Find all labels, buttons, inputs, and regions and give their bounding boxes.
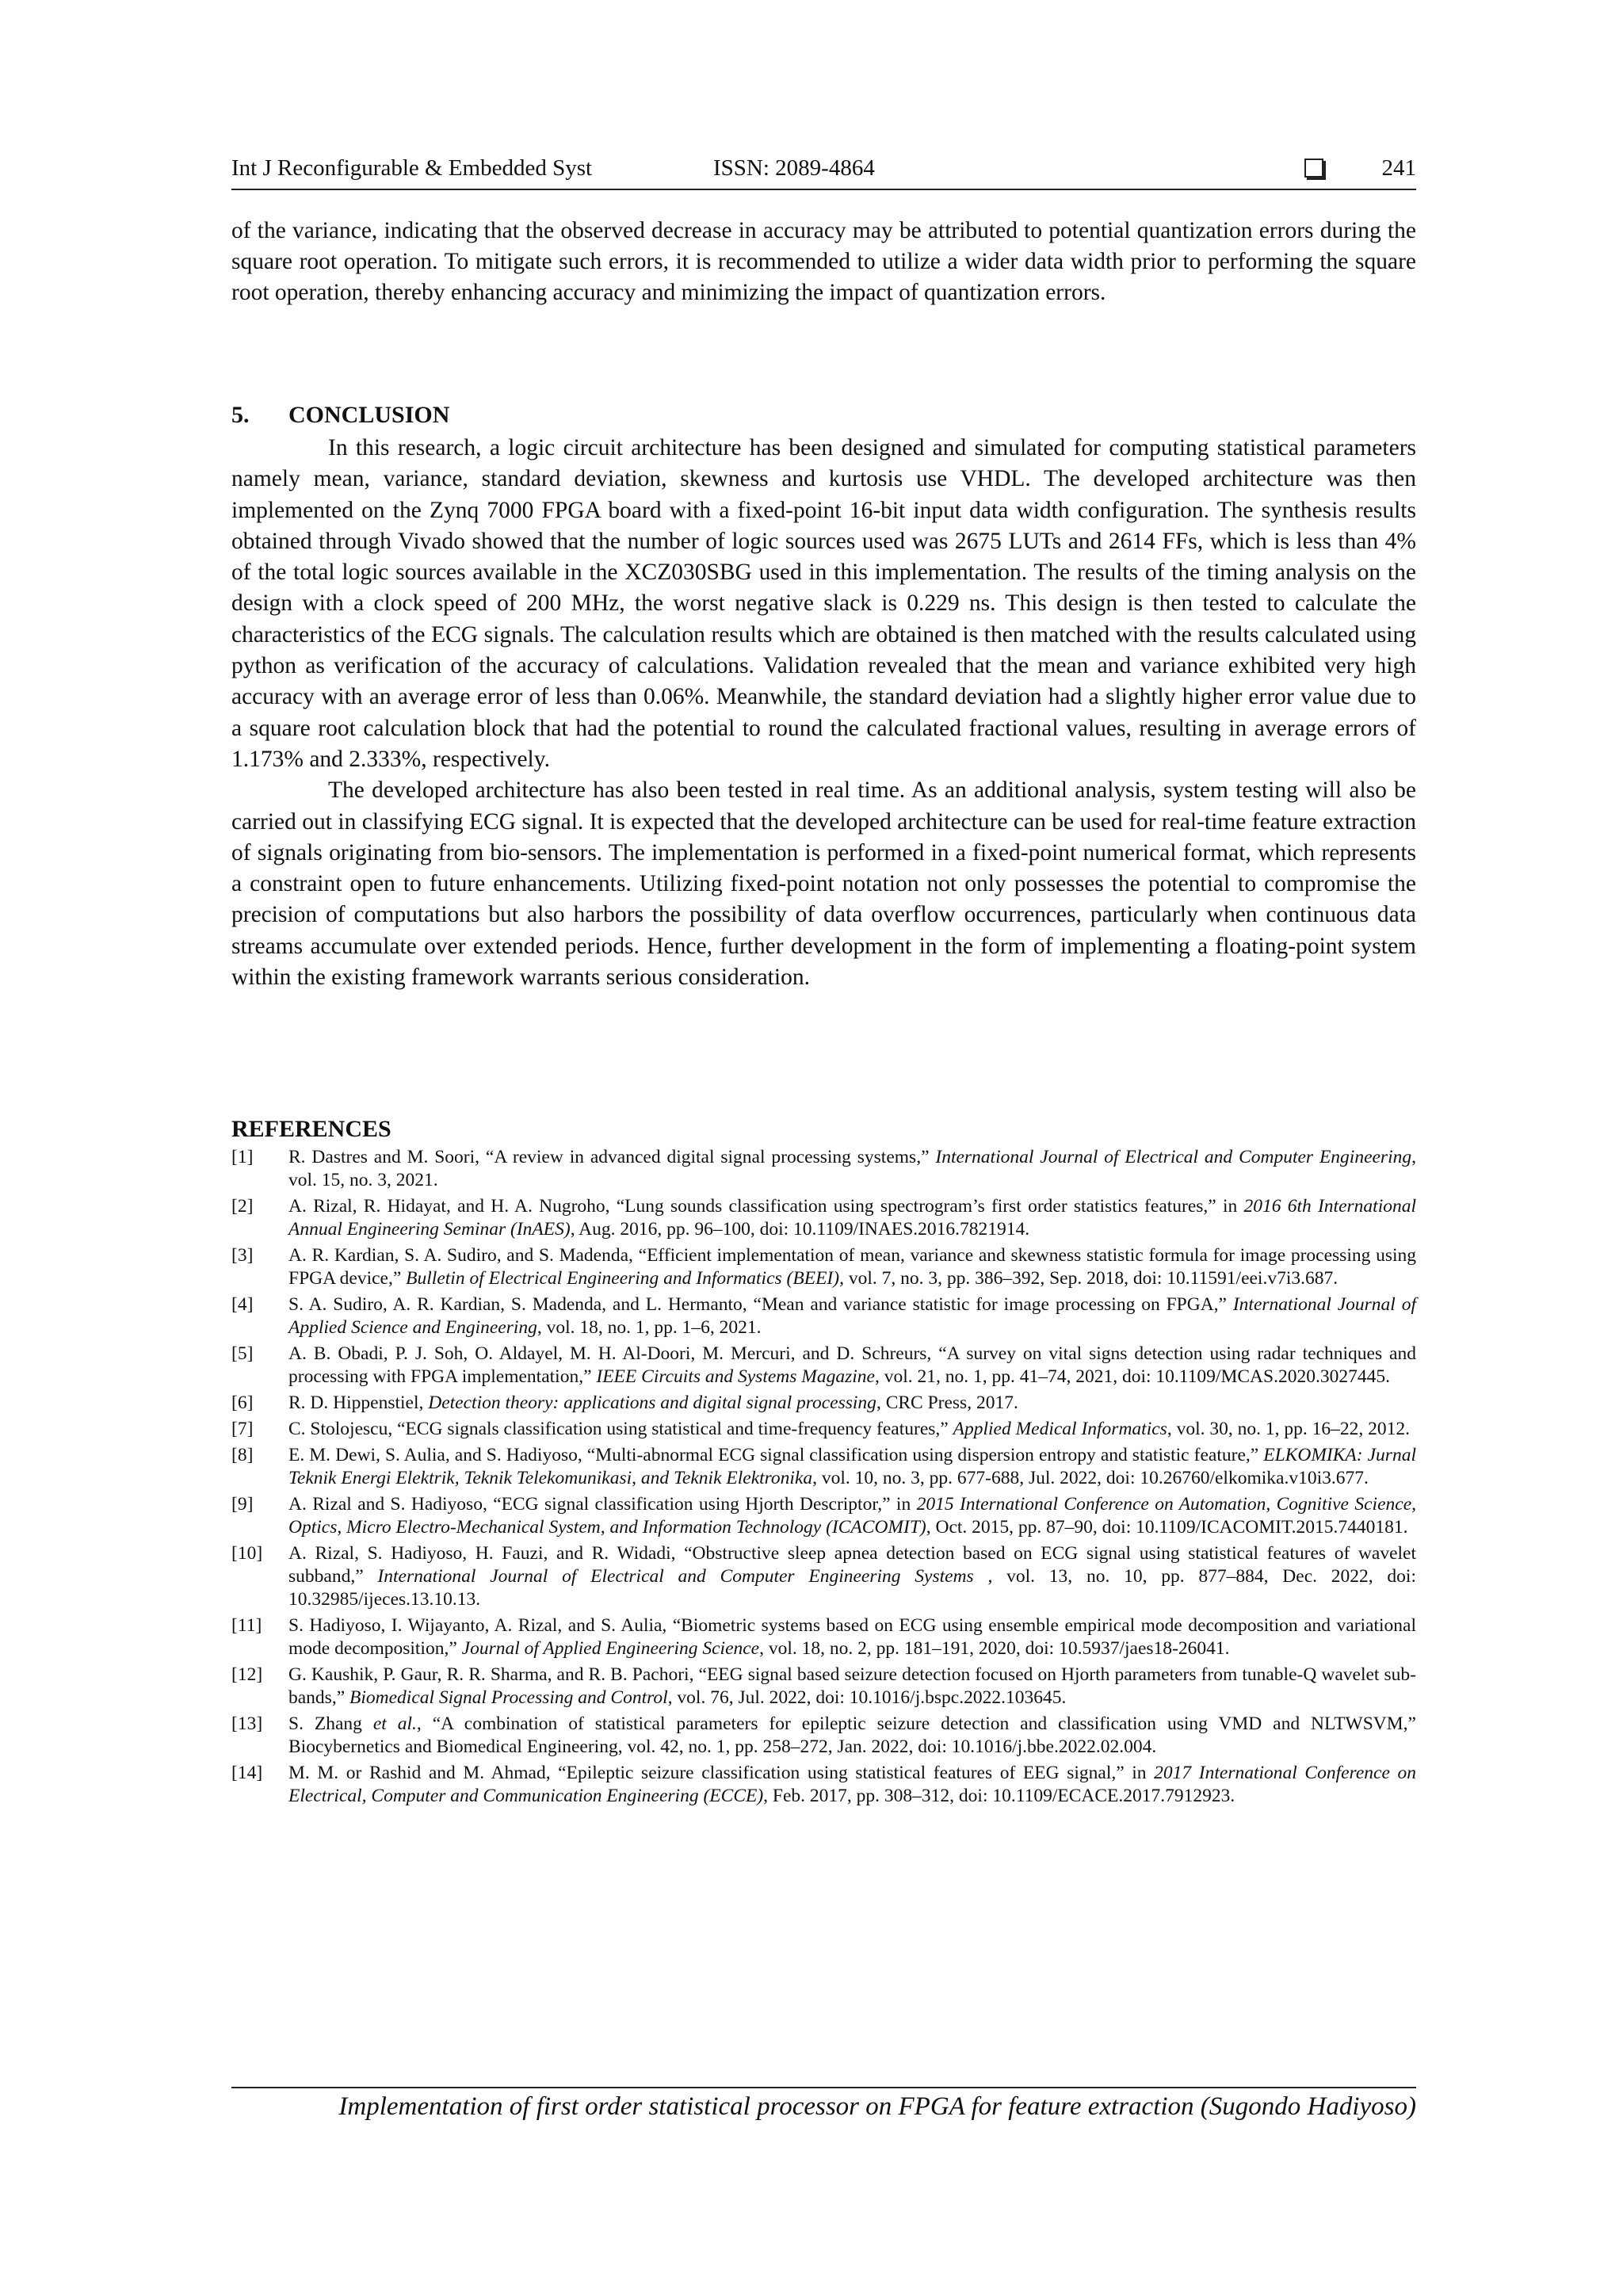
reference-number: [11] [231,1615,262,1636]
reference-item [231,1614,1416,1660]
reference-details: , vol. 15, no. 3, 2021. [288,1147,1416,1190]
reference-text [288,1244,1416,1290]
reference-number: [3] [231,1245,254,1266]
reference-details: , vol. 21, no. 1, pp. 41–74, 2021, doi: 10.1109/MCAS.2020.3027445. [874,1366,1390,1387]
reference-authors-title: R. D. Hippenstiel, [288,1392,429,1413]
reference-number: [14] [231,1763,263,1783]
reference-details: , “A combination of statistical parameters for epileptic seizure detection and classification using VMD and NLTWSVM,” Biocybernetics and Biomedical Engineering, vol. 42, no. 1, pp. 258–272, Jan. 2022, doi: 10.1016/j.bbe.2022.02.004. [288,1713,1416,1757]
reference-number: [5] [231,1343,254,1364]
reference-authors-title: S. A. Sudiro, A. R. Kardian, S. Madenda, and L. Hermanto, “Mean and variance statistic for image processing on FPGA,” [288,1294,1233,1315]
continued-paragraph [231,216,1416,308]
reference-text [288,1195,1416,1241]
reference-venue: 2017 International Conference on Electrical, Computer and Communication Engineering (ECCE) [288,1763,1416,1806]
reference-list [231,1146,1416,1811]
issn: ISSN: 2089-4864 [713,155,875,181]
reference-authors-title: A. Rizal, R. Hidayat, and H. A. Nugroho, “Lung sounds classification using spectrogram’s first order statistics features,” in [288,1196,1244,1217]
reference-venue: Biomedical Signal Processing and Control [349,1687,668,1708]
reference-venue: Journal of Applied Engineering Science [461,1638,760,1659]
conclusion-body [231,433,1416,993]
reference-text [288,1293,1416,1339]
reference-text [288,1664,1416,1710]
reference-authors-title: S. Hadiyoso, I. Wijayanto, A. Rizal, and S. Aulia, “Biometric systems based on ECG using ensemble empirical mode decomposition and variational mode decomposition,” [288,1615,1416,1659]
reference-text [288,1493,1416,1539]
reference-venue: Detection theory: applications and digital signal processing [428,1392,876,1413]
reference-text [288,1418,1416,1441]
journal-name: Int J Reconfigurable & Embedded Syst [231,155,593,181]
reference-venue: International Journal of Electrical and Computer Engineering Systems [377,1566,974,1587]
reference-authors-title: C. Stolojescu, “ECG signals classification using statistical and time-frequency features,” [288,1419,953,1439]
reference-authors-title: A. B. Obadi, P. J. Soh, O. Aldayel, M. H. Al-Doori, M. Mercuri, and D. Schreurs, “A survey on vital signs detection using radar techniques and processing with FPGA implementation,” [288,1343,1416,1387]
section-title: CONCLUSION [288,402,450,428]
reference-item [231,1343,1416,1389]
page-number: 241 [1381,155,1416,181]
reference-details: , Aug. 2016, pp. 96–100, doi: 10.1109/INAES.2016.7821914. [570,1219,1030,1240]
reference-number: [4] [231,1294,254,1315]
reference-text [288,1343,1416,1389]
section-heading [231,402,1416,429]
running-footer: Implementation of first order statistical processor on FPGA for feature extraction (Sugondo Hadiyoso) [338,2092,1416,2121]
reference-details: , vol. 13, no. 10, pp. 877–884, Dec. 2022, doi: 10.32985/ijeces.13.10.13. [288,1566,1416,1610]
reference-authors-title: M. M. or Rashid and M. Ahmad, “Epileptic seizure classification using statistical features of EEG signal,” in [288,1763,1155,1783]
reference-text [288,1444,1416,1490]
reference-venue: 2016 6th International Annual Engineering Seminar (InAES) [288,1196,1416,1240]
reference-number: [12] [231,1664,263,1685]
reference-authors-title: R. Dastres and M. Soori, “A review in advanced digital signal processing systems,” [288,1147,936,1167]
references-heading: REFERENCES [231,1116,391,1142]
paragraph: of the variance, indicating that the observed decrease in accuracy may be attributed to potential quantization errors during the square root operation. To mitigate such errors, it is recommended to utilize a wider data width prior to performing the square root operation, thereby enhancing accuracy and minimizing the impact of quantization errors. [231,218,1416,305]
reference-item [231,1493,1416,1539]
reference-item [231,1762,1416,1808]
reference-item [231,1444,1416,1490]
reference-item [231,1293,1416,1339]
reference-venue: International Journal of Electrical and Computer Engineering [935,1147,1412,1167]
reference-details: , vol. 18, no. 2, pp. 181–191, 2020, doi: 10.5937/jaes18-26041. [759,1638,1230,1659]
reference-item [231,1418,1416,1441]
reference-text [288,1614,1416,1660]
reference-authors-title: A. Rizal, S. Hadiyoso, H. Fauzi, and R. Widadi, “Obstructive sleep apnea detection based on ECG signal using statistical features of wavelet subband,” [288,1543,1416,1587]
paragraph: The developed architecture has also been tested in real time. As an additional analysis, system testing will also be carried out in classifying ECG signal. It is expected that the developed architecture can be used for real-time feature extraction of signals originating from bio-sensors. The implementation is performed in a fixed-point numerical format, which represents a constraint open to future enhancements. Utilizing fixed-point notation not only possesses the potential to compromise the precision of computations but also harbors the possibility of data overflow occurrences, particularly when continuous data streams accumulate over extended periods. Hence, further development in the form of implementing a floating-point system within the existing framework warrants serious consideration. [231,777,1416,991]
reference-item [231,1664,1416,1710]
reference-text [288,1146,1416,1192]
square-bullet-icon [1304,159,1323,178]
reference-details: , vol. 76, Jul. 2022, doi: 10.1016/j.bspc.2022.103645. [667,1687,1067,1708]
reference-details: , vol. 7, no. 3, pp. 386–392, Sep. 2018, doi: 10.11591/eei.v7i3.687. [839,1268,1338,1289]
reference-item [231,1713,1416,1759]
reference-number: [2] [231,1196,254,1217]
reference-authors-title: A. R. Kardian, S. A. Sudiro, and S. Madenda, “Efficient implementation of mean, variance and skewness statistic formula for image processing using FPGA device,” [288,1245,1416,1289]
reference-details: , Feb. 2017, pp. 308–312, doi: 10.1109/ECACE.2017.7912923. [763,1786,1235,1806]
footer-rule [231,2087,1416,2088]
reference-text [288,1542,1416,1611]
reference-authors-title: E. M. Dewi, S. Aulia, and S. Hadiyoso, “Multi-abnormal ECG signal classification using dispersion entropy and statistic feature,” [288,1445,1264,1465]
reference-text [288,1713,1416,1759]
reference-details: , vol. 10, no. 3, pp. 677-688, Jul. 2022, doi: 10.26760/elkomika.v10i3.677. [812,1468,1369,1488]
reference-venue: Applied Medical Informatics [953,1419,1167,1439]
reference-authors-title: A. Rizal and S. Hadiyoso, “ECG signal classification using Hjorth Descriptor,” in [288,1494,917,1515]
reference-venue: IEEE Circuits and Systems Magazine [596,1366,875,1387]
reference-item [231,1244,1416,1290]
reference-number: [9] [231,1494,254,1515]
reference-item [231,1392,1416,1415]
section-number: 5. [231,402,250,428]
reference-details: , Oct. 2015, pp. 87–90, doi: 10.1109/ICACOMIT.2015.7440181. [926,1517,1408,1538]
reference-number: [1] [231,1147,254,1167]
reference-item [231,1542,1416,1611]
reference-number: [13] [231,1713,263,1734]
reference-venue: International Journal of Applied Science and Engineering [288,1294,1416,1338]
reference-number: [7] [231,1419,254,1439]
running-header [231,155,1416,190]
reference-text [288,1762,1416,1808]
reference-venue: Bulletin of Electrical Engineering and Informatics (BEEI) [406,1268,840,1289]
reference-number: [6] [231,1392,254,1413]
reference-item [231,1195,1416,1241]
reference-details: , vol. 18, no. 1, pp. 1–6, 2021. [537,1317,762,1338]
reference-venue: ELKOMIKA: Jurnal Teknik Energi Elektrik, Teknik Telekomunikasi, and Teknik Elektronika [288,1445,1416,1488]
paragraph: In this research, a logic circuit architecture has been designed and simulated for computing statistical parameters namely mean, variance, standard deviation, skewness and kurtosis use VHDL. The developed architecture was then implemented on the Zynq 7000 FPGA board with a fixed-point 16-bit input data width configuration. The synthesis results obtained through Vivado showed that the number of logic sources used was 2675 LUTs and 2614 FFs, which is less than 4% of the total logic sources available in the XCZ030SBG used in this implementation. The results of the timing analysis on the design with a clock speed of 200 MHz, the worst negative slack is 0.229 ns. This design is then tested to calculate the characteristics of the ECG signals. The calculation results which are obtained is then matched with the results calculated using python as verification of the accuracy of calculations. Validation revealed that the mean and variance exhibited very high accuracy with an average error of less than 0.06%. Meanwhile, the standard deviation had a slightly higher error value due to a square root calculation block that had the potential to round the calculated fractional values, resulting in average errors of 1.173% and 2.333%, respectively. [231,435,1416,772]
reference-venue: 2015 International Conference on Automation, Cognitive Science, Optics, Micro Electro-Mechanical System, and Information Technology (ICACOMIT) [288,1494,1417,1538]
reference-item [231,1146,1416,1192]
reference-authors-title: S. Zhang [288,1713,373,1734]
reference-venue: et al. [372,1713,417,1734]
reference-text [288,1392,1416,1415]
reference-number: [10] [231,1543,263,1564]
reference-authors-title: G. Kaushik, P. Gaur, R. R. Sharma, and R. B. Pachori, “EEG signal based seizure detection focused on Hjorth parameters from tunable-Q wavelet sub-bands,” [288,1664,1416,1708]
reference-details: , vol. 30, no. 1, pp. 16–22, 2012. [1167,1419,1410,1439]
reference-number: [8] [231,1445,254,1465]
reference-details: , CRC Press, 2017. [876,1392,1018,1413]
